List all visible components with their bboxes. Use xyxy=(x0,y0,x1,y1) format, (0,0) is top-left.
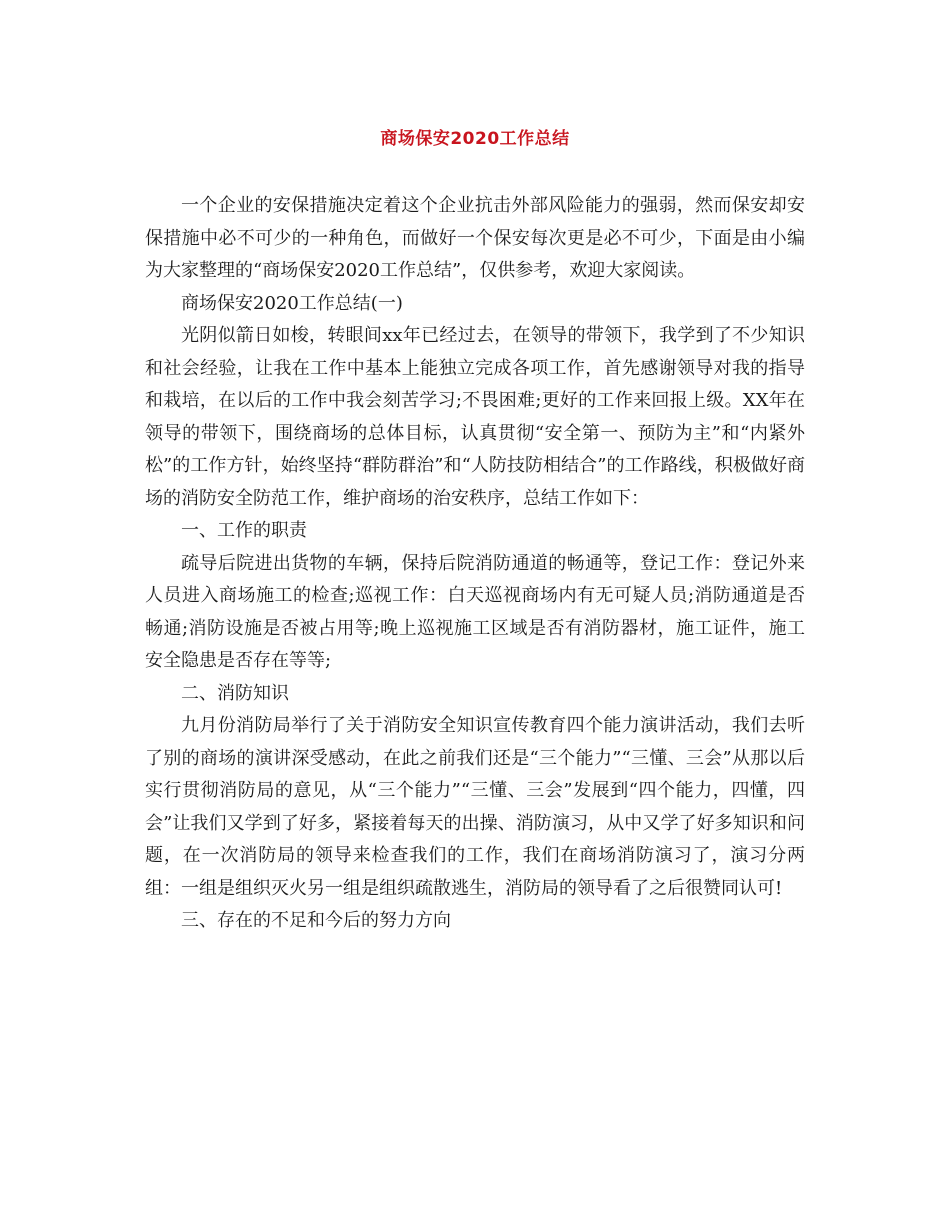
overview-paragraph: 光阴似箭日如梭，转眼间xx年已经过去，在领导的带领下，我学到了不少知识和社会经验，让我在工作中基本上能独立完成各项工作，首先感谢领导对我的指导和栽培，在以后的工作中我会刻苦学习;不畏困难;更好的工作来回报上级。XX年在领导的带领下，围绕商场的总体目标，认真贯彻“安全第一、预防为主”和“内紧外松”的工作方针，始终坚持“群防群治”和“人防技防相结合”的工作路线，积极做好商场的消防安全防范工作，维护商场的治安秩序，总结工作如下： xyxy=(145,325,805,509)
section-heading-duties: 一、工作的职责 xyxy=(181,520,307,541)
intro-paragraph: 一个企业的安保措施决定着这个企业抗击外部风险能力的强弱，然而保安却安保措施中必不可少的一种角色，而做好一个保安每次更是必不可少，下面是由小编为大家整理的“商场保安2020工作总结”，仅供参考，欢迎大家阅读。 xyxy=(145,195,805,281)
fire-knowledge-paragraph: 九月份消防局举行了关于消防安全知识宣传教育四个能力演讲活动，我们去听了别的商场的演讲深受感动，在此之前我们还是“三个能力”“三懂、三会”从那以后实行贯彻消防局的意见，从“三个能力”“三懂、三会”发展到“四个能力，四懂，四会”让我们又学到了好多，紧接着每天的出操、消防演习，从中又学了好多知识和问题，在一次消防局的领导来检查我们的工作，我们在商场消防演习了，演习分两组：一组是组织灭火另一组是组织疏散逃生，消防局的领导看了之后很赞同认可! xyxy=(145,715,805,899)
duties-paragraph: 疏导后院进出货物的车辆，保持后院消防通道的畅通等，登记工作：登记外来人员进入商场施工的检查;巡视工作：白天巡视商场内有无可疑人员;消防通道是否畅通;消防设施是否被占用等;晚上巡视施工区域是否有消防器材，施工证件，施工安全隐患是否存在等等; xyxy=(145,552,805,671)
document-body xyxy=(145,190,805,938)
section-heading-shortcomings: 三、存在的不足和今后的努力方向 xyxy=(181,910,451,931)
section-heading-part-one: 商场保安2020工作总结(一) xyxy=(181,292,403,314)
section-heading-fire-knowledge: 二、消防知识 xyxy=(181,682,289,704)
document-title: 商场保安2020工作总结 xyxy=(380,129,570,149)
